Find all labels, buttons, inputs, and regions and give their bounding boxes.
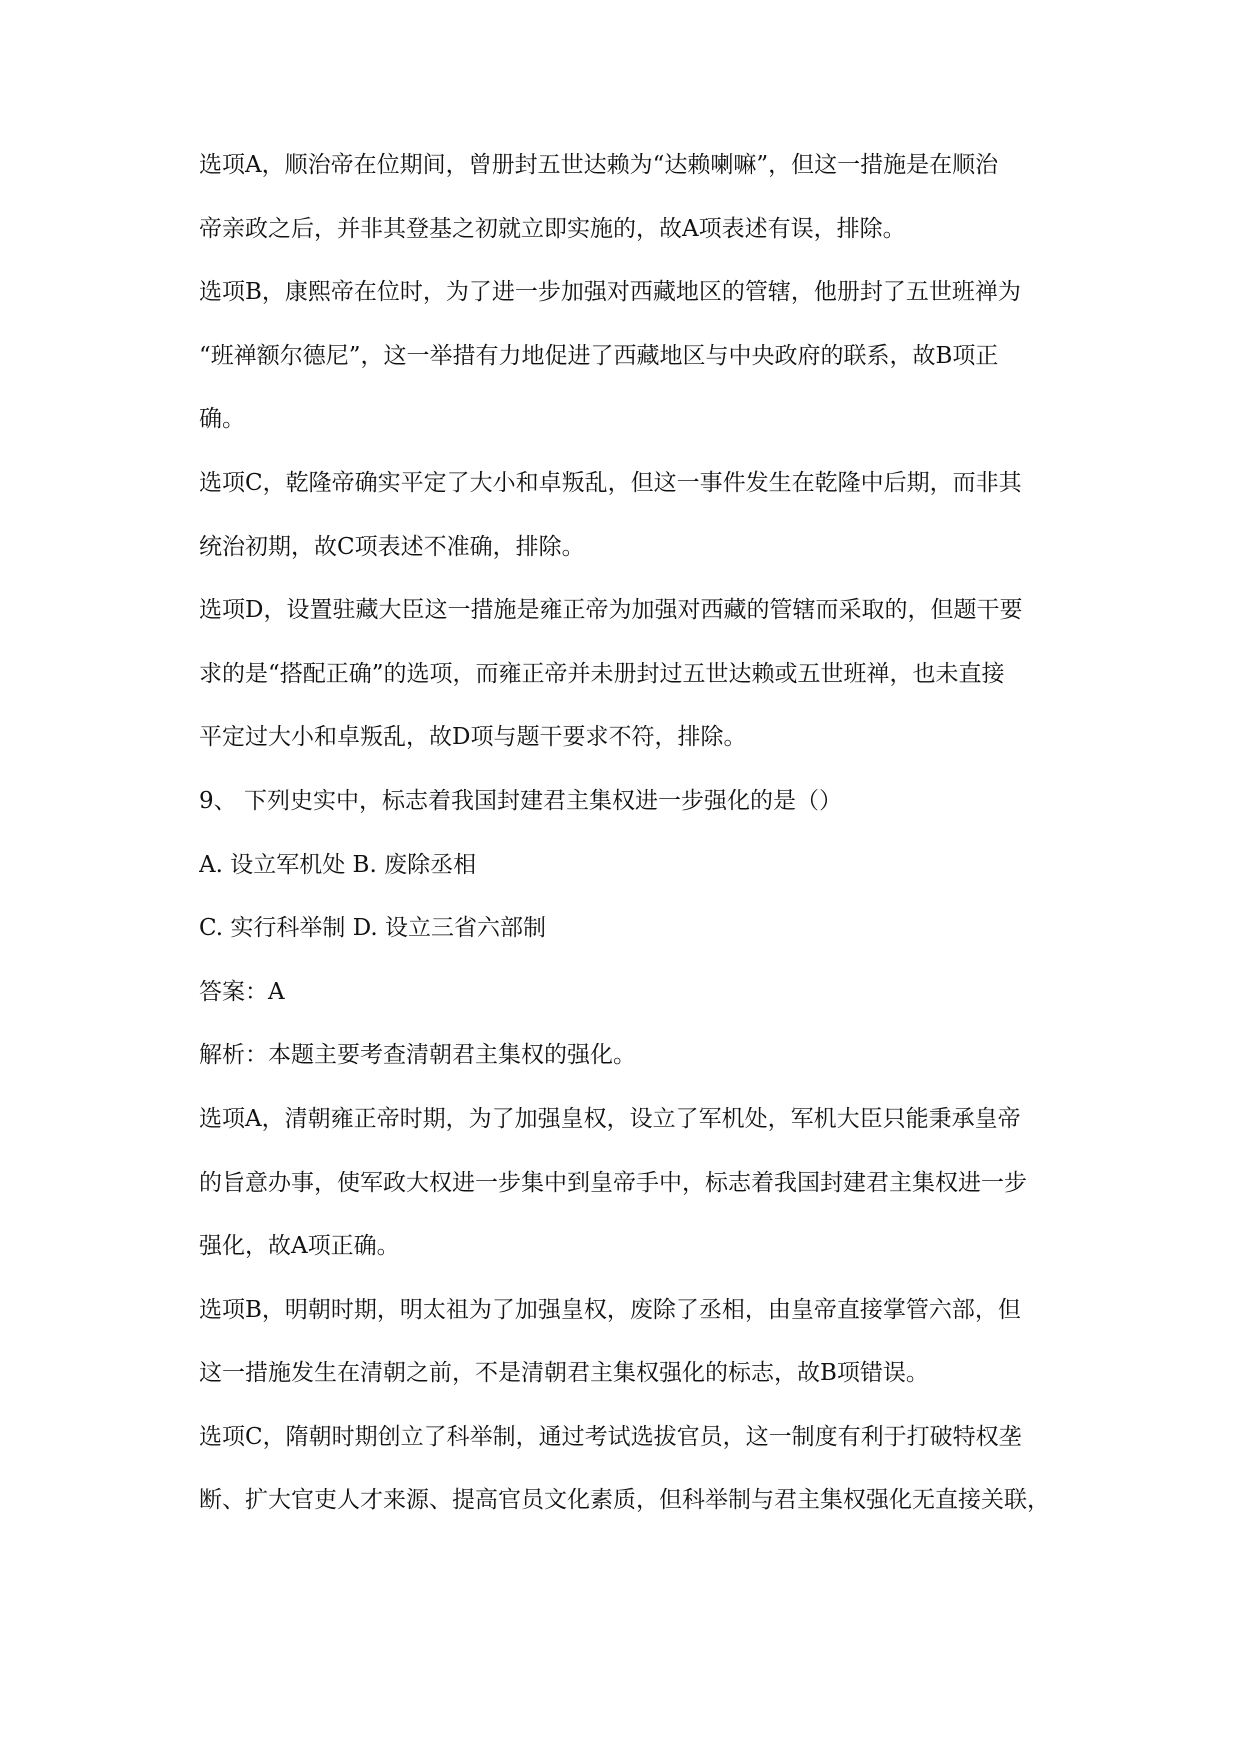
text-line: 统治初期，故C项表述不准确，排除。 [199, 533, 585, 560]
text-line: 这一措施发生在清朝之前，不是清朝君主集权强化的标志，故B项错误。 [199, 1360, 929, 1387]
answer-option-line: A. 设立军机处 B. 废除丞相 [199, 851, 477, 878]
text-line: 断、扩大官吏人才来源、提高官员文化素质，但科举制与君主集权强化无直接关联， [199, 1487, 1050, 1514]
text-line: “班禅额尔德尼”，这一举措有力地促进了西藏地区与中央政府的联系，故B项正 [199, 342, 999, 369]
text-line: 帝亲政之后，并非其登基之初就立即实施的，故A项表述有误，排除。 [199, 215, 906, 242]
text-line: 选项A，顺治帝在位期间，曾册封五世达赖为“达赖喇嘛”，但这一措施是在顺治 [199, 152, 999, 178]
text-line: 的旨意办事，使军政大权进一步集中到皇帝手中，标志着我国封建君主集权进一步 [199, 1169, 1027, 1196]
text-line: 强化，故A项正确。 [199, 1233, 400, 1260]
text-line: 选项A，清朝雍正帝时期，为了加强皇权，设立了军机处，军机大臣只能秉承皇帝 [199, 1105, 1021, 1132]
question-line: 9、 下列史实中，标志着我国封建君主集权进一步强化的是（） [199, 787, 842, 814]
text-line: 选项D，设置驻藏大臣这一措施是雍正帝为加强对西藏的管辖而采取的，但题干要 [199, 597, 1023, 624]
text-line: 求的是“搭配正确”的选项，而雍正帝并未册封过五世达赖或五世班禅，也未直接 [199, 660, 1005, 687]
analysis-line: 解析：本题主要考查清朝君主集权的强化。 [199, 1042, 636, 1069]
text-line: 选项C，乾隆帝确实平定了大小和卓叛乱，但这一事件发生在乾隆中后期，而非其 [199, 469, 1022, 496]
text-line: 选项B，明朝时期，明太祖为了加强皇权，废除了丞相，由皇帝直接掌管六部，但 [199, 1296, 1021, 1323]
answer-option-line: C. 实行科举制 D. 设立三省六部制 [199, 915, 546, 942]
document-body [199, 142, 1089, 1541]
text-line: 选项B，康熙帝在位时，为了进一步加强对西藏地区的管辖，他册封了五世班禅为 [199, 279, 1021, 306]
answer-line: 答案：A [199, 978, 285, 1005]
text-line: 确。 [199, 406, 245, 433]
text-line: 选项C，隋朝时期创立了科举制，通过考试选拔官员，这一制度有利于打破特权垄 [199, 1423, 1022, 1450]
text-line: 平定过大小和卓叛乱，故D项与题干要求不符，排除。 [199, 724, 747, 751]
